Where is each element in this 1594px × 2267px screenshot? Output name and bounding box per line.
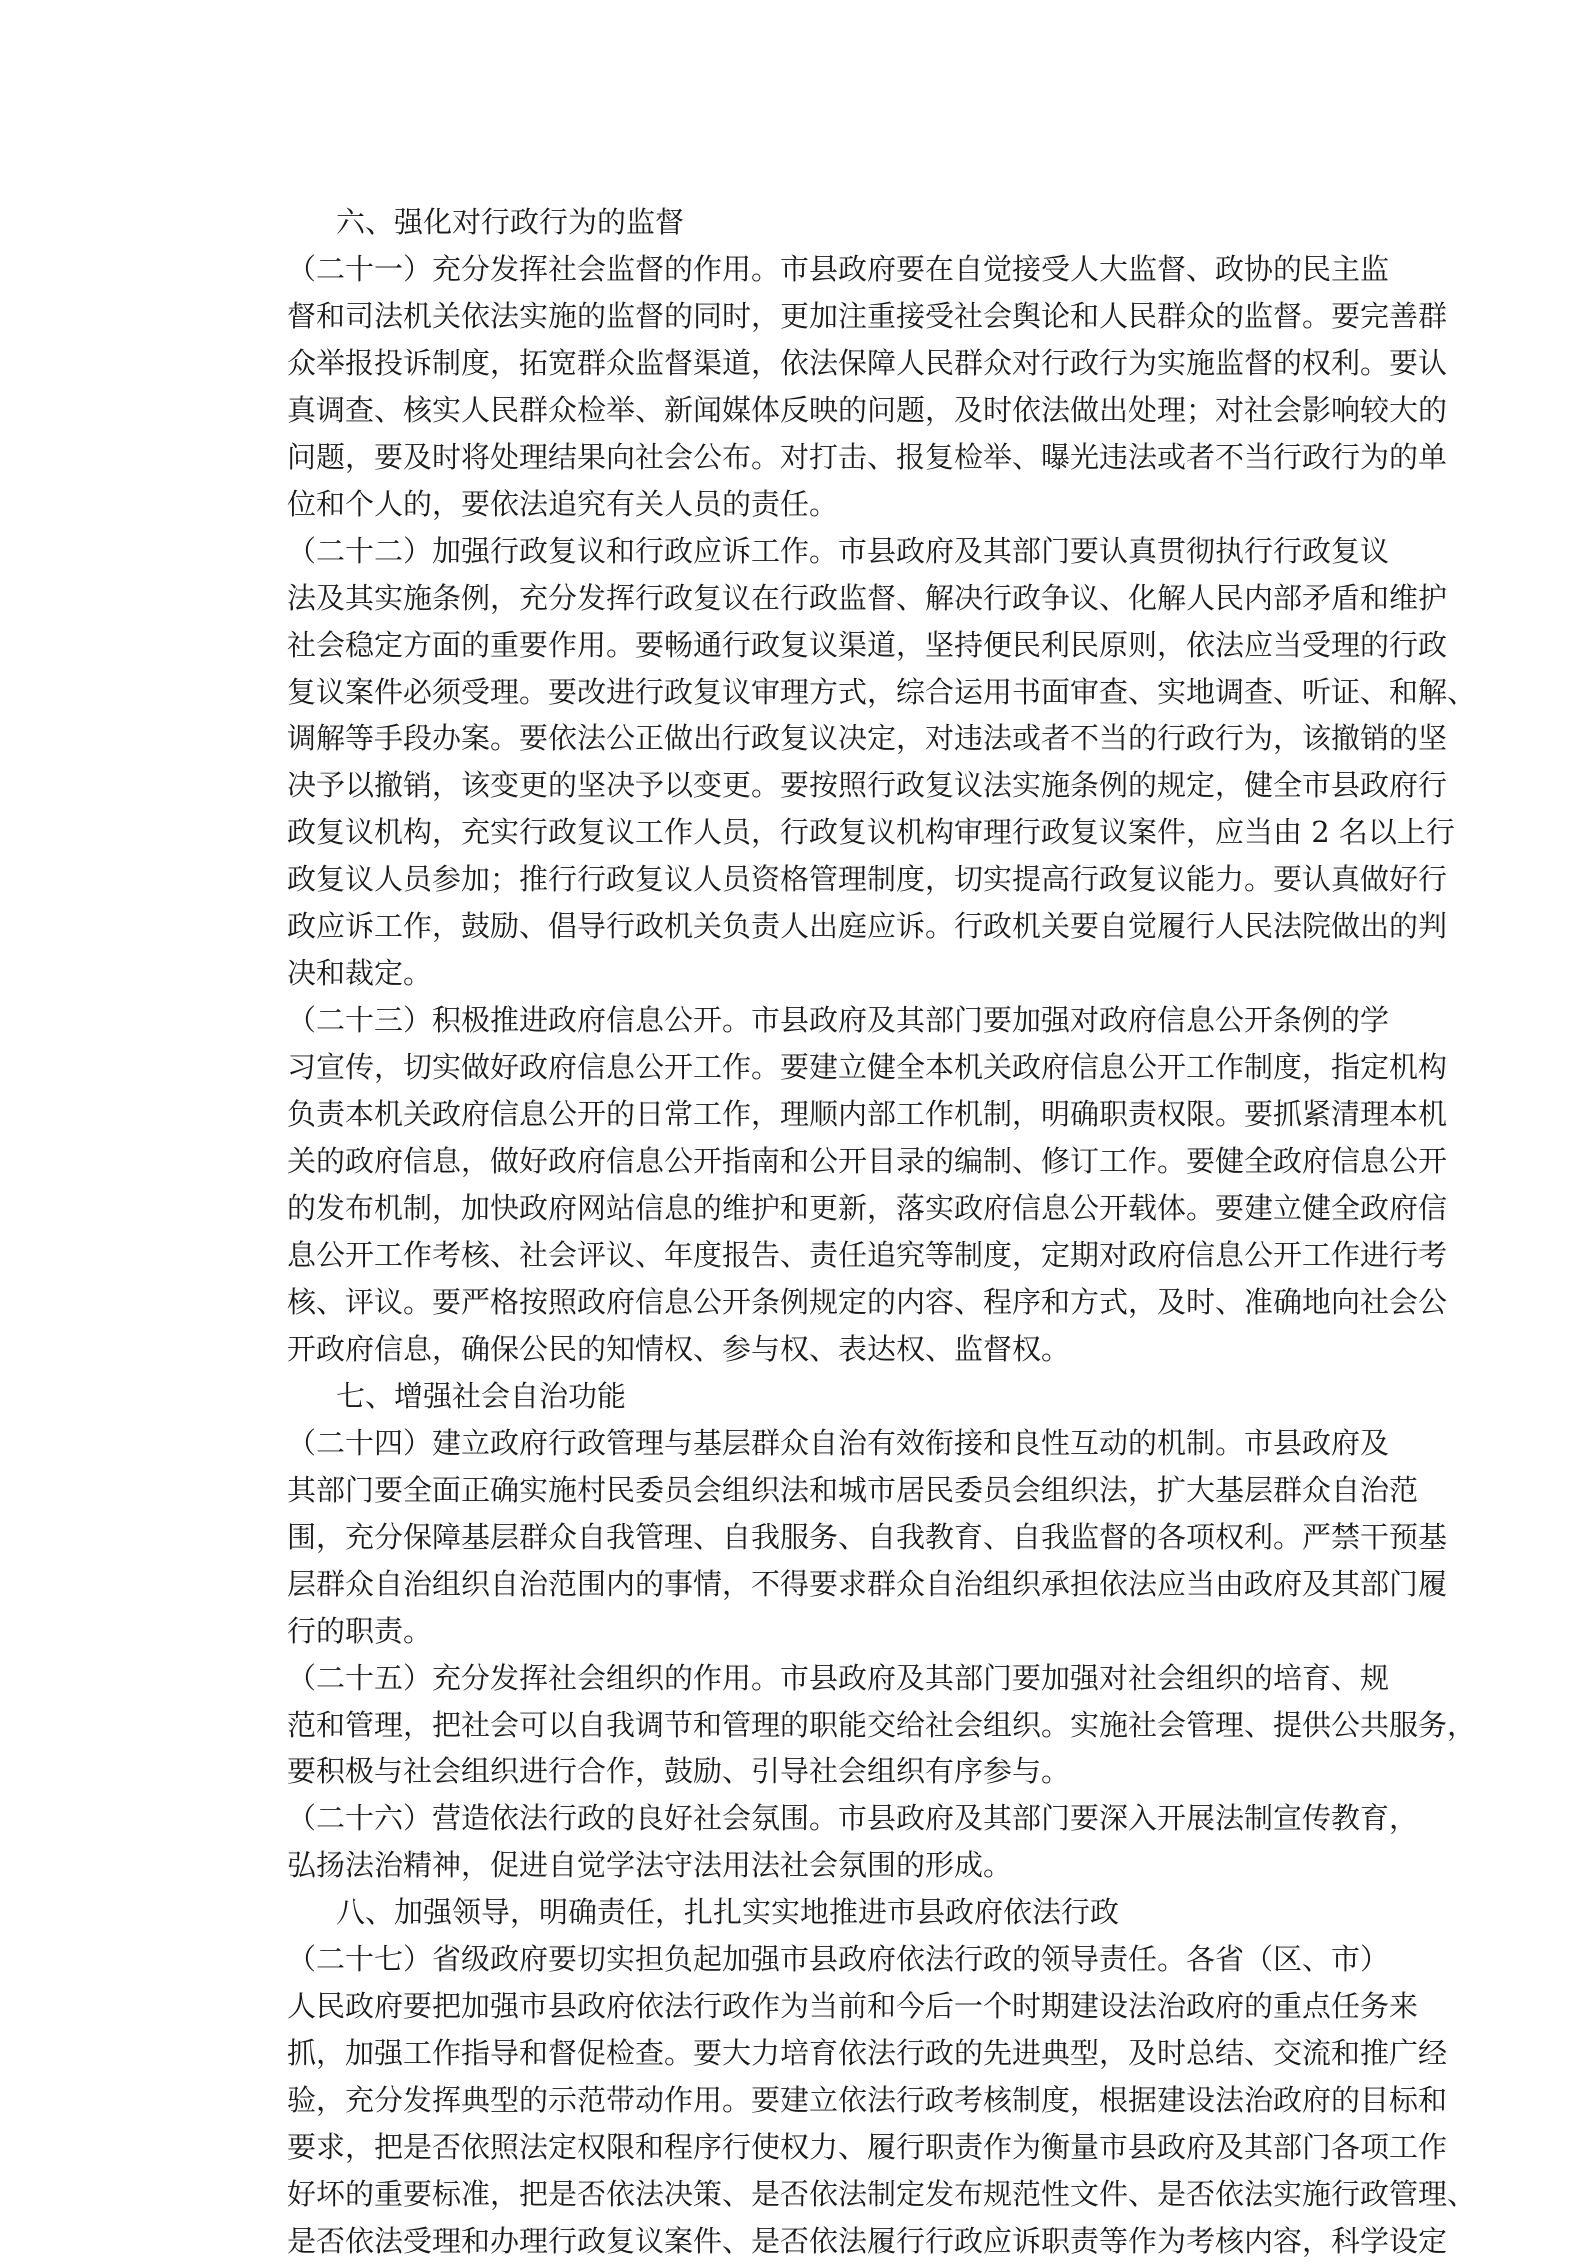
paragraph-21-line: 众举报投诉制度，拓宽群众监督渠道，依法保障人民群众对行政行为实施监督的权利。要认: [287, 346, 1448, 380]
section-heading-7: 七、增强社会自治功能: [336, 1379, 627, 1413]
paragraph-23-line: 的发布机制，加快政府网站信息的维护和更新，落实政府信息公开载体。要建立健全政府信: [287, 1191, 1448, 1225]
paragraph-21-line: 位和个人的，要依法追究有关人员的责任。: [287, 487, 839, 521]
section-heading-8: 八、加强领导，明确责任，扎扎实实地推进市县政府依法行政: [336, 1895, 1120, 1929]
paragraph-23-line: 习宣传，切实做好政府信息公开工作。要建立健全本机关政府信息公开工作制度，指定机构: [287, 1050, 1448, 1084]
paragraph-27-line: 好坏的重要标准，把是否依法决策、是否依法制定发布规范性文件、是否依法实施行政管理、: [287, 2177, 1477, 2211]
paragraph-27-line: 抓，加强工作指导和督促检查。要大力培育依法行政的先进典型，及时总结、交流和推广经: [287, 2036, 1448, 2070]
paragraph-27-line: 人民政府要把加强市县政府依法行政作为当前和今后一个时期建设法治政府的重点任务来: [287, 1989, 1419, 2023]
paragraph-23-line: 负责本机关政府信息公开的日常工作，理顺内部工作机制，明确职责权限。要抓紧清理本机: [287, 1097, 1448, 1131]
paragraph-23-line: （二十三）积极推进政府信息公开。市县政府及其部门要加强对政府信息公开条例的学: [287, 1003, 1390, 1037]
paragraph-22-line: 政复议人员参加；推行行政复议人员资格管理制度，切实提高行政复议能力。要认真做好行: [287, 862, 1448, 896]
paragraph-25-line: 要积极与社会组织进行合作，鼓励、引导社会组织有序参与。: [287, 1754, 1071, 1788]
paragraph-22-line: 政复议机构，充实行政复议工作人员，行政复议机构审理行政复议案件，应当由 2 名以上行: [287, 815, 1455, 849]
paragraph-23-line: 息公开工作考核、社会评议、年度报告、责任追究等制度，定期对政府信息公开工作进行考: [287, 1238, 1448, 1272]
paragraph-24-line: 行的职责。: [287, 1614, 433, 1648]
paragraph-24-line: 层群众自治组织自治范围内的事情，不得要求群众自治组织承担依法应当由政府及其部门履: [287, 1567, 1448, 1601]
paragraph-22-line: 复议案件必须受理。要改进行政复议审理方式，综合运用书面审查、实地调查、听证、和解、: [287, 675, 1477, 709]
paragraph-27-line: 验，充分发挥典型的示范带动作用。要建立依法行政考核制度，根据建设法治政府的目标和: [287, 2083, 1448, 2117]
paragraph-22-line: 决和裁定。: [287, 956, 433, 990]
paragraph-22-line: （二十二）加强行政复议和行政应诉工作。市县政府及其部门要认真贯彻执行行政复议: [287, 534, 1390, 568]
paragraph-21-line: （二十一）充分发挥社会监督的作用。市县政府要在自觉接受人大监督、政协的民主监: [287, 252, 1390, 286]
paragraph-22-line: 政应诉工作，鼓励、倡导行政机关负责人出庭应诉。行政机关要自觉履行人民法院做出的判: [287, 909, 1448, 943]
paragraph-27-line: 是否依法受理和办理行政复议案件、是否依法履行行政应诉职责等作为考核内容，科学设定: [287, 2224, 1448, 2258]
paragraph-22-line: 社会稳定方面的重要作用。要畅通行政复议渠道，坚持便民利民原则，依法应当受理的行政: [287, 628, 1448, 662]
paragraph-22-line: 决予以撤销，该变更的坚决予以变更。要按照行政复议法实施条例的规定，健全市县政府行: [287, 768, 1448, 802]
paragraph-26-line: （二十六）营造依法行政的良好社会氛围。市县政府及其部门要深入开展法制宣传教育，: [287, 1801, 1419, 1835]
section-heading-6: 六、强化对行政行为的监督: [336, 205, 685, 239]
paragraph-27-line: （二十七）省级政府要切实担负起加强市县政府依法行政的领导责任。各省（区、市）: [287, 1942, 1390, 1976]
paragraph-21-line: 督和司法机关依法实施的监督的同时，更加注重接受社会舆论和人民群众的监督。要完善群: [287, 299, 1448, 333]
paragraph-21-line: 真调查、核实人民群众检举、新闻媒体反映的问题，及时依法做出处理；对社会影响较大的: [287, 393, 1448, 427]
paragraph-24-line: 围，充分保障基层群众自我管理、自我服务、自我教育、自我监督的各项权利。严禁干预基: [287, 1520, 1448, 1554]
paragraph-21-line: 问题，要及时将处理结果向社会公布。对打击、报复检举、曝光违法或者不当行政行为的单: [287, 440, 1448, 474]
paragraph-22-line: 法及其实施条例，充分发挥行政复议在行政监督、解决行政争议、化解人民内部矛盾和维护: [287, 581, 1448, 615]
paragraph-24-line: （二十四）建立政府行政管理与基层群众自治有效衔接和良性互动的机制。市县政府及: [287, 1426, 1390, 1460]
paragraph-26-line: 弘扬法治精神，促进自觉学法守法用法社会氛围的形成。: [287, 1848, 1013, 1882]
paragraph-27-line: 要求，把是否依照法定权限和程序行使权力、履行职责作为衡量市县政府及其部门各项工作: [287, 2130, 1448, 2164]
paragraph-23-line: 开政府信息，确保公民的知情权、参与权、表达权、监督权。: [287, 1332, 1071, 1366]
paragraph-25-line: （二十五）充分发挥社会组织的作用。市县政府及其部门要加强对社会组织的培育、规: [287, 1661, 1390, 1695]
paragraph-22-line: 调解等手段办案。要依法公正做出行政复议决定，对违法或者不当的行政行为，该撤销的坚: [287, 721, 1448, 755]
paragraph-23-line: 核、评议。要严格按照政府信息公开条例规定的内容、程序和方式，及时、准确地向社会公: [287, 1285, 1448, 1319]
paragraph-25-line: 范和管理，把社会可以自我调节和管理的职能交给社会组织。实施社会管理、提供公共服务，: [287, 1708, 1477, 1742]
paragraph-24-line: 其部门要全面正确实施村民委员会组织法和城市居民委员会组织法，扩大基层群众自治范: [287, 1473, 1419, 1507]
paragraph-23-line: 关的政府信息，做好政府信息公开指南和公开目录的编制、修订工作。要健全政府信息公开: [287, 1144, 1448, 1178]
